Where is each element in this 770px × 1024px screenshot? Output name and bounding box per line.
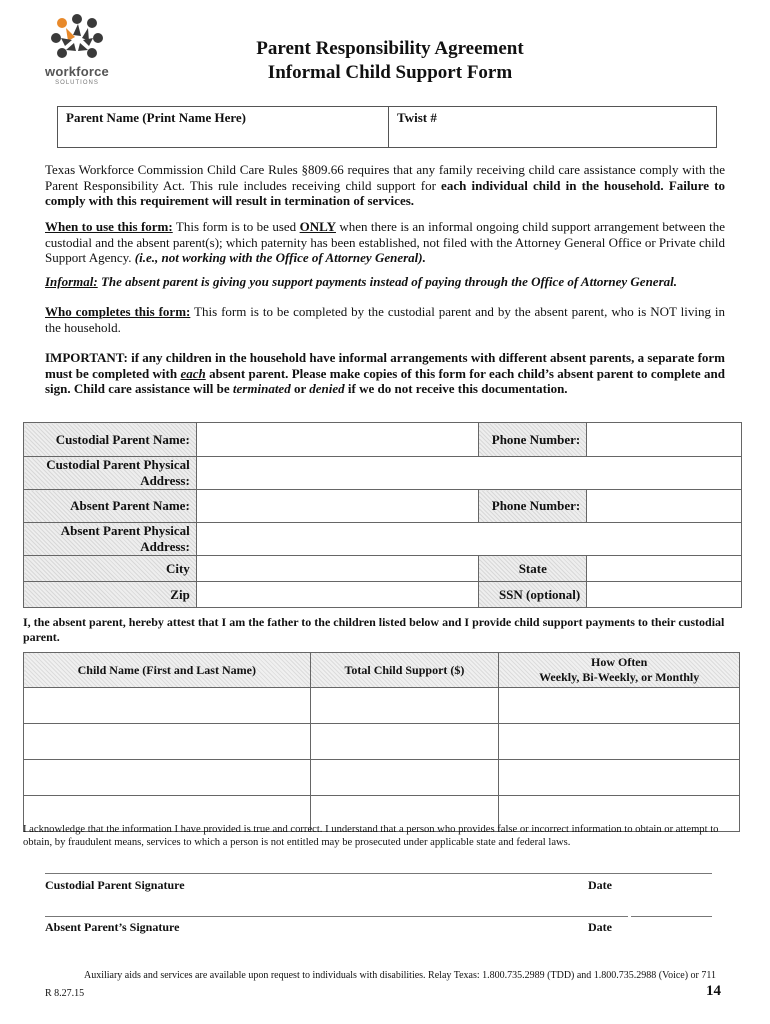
absent-address-label-line2: Address:	[140, 539, 190, 554]
who-completes-paragraph	[45, 304, 725, 335]
only-emphasis: ONLY	[299, 219, 336, 234]
frequency-cell[interactable]	[499, 760, 740, 796]
how-often-label: How Often	[590, 655, 648, 669]
absent-address-field[interactable]	[196, 523, 741, 556]
ssn-field[interactable]	[587, 582, 742, 608]
custodial-address-label-line2: Address:	[140, 473, 190, 488]
who-completes-label: Who completes this form:	[45, 304, 191, 319]
informal-paragraph	[45, 274, 725, 290]
absent-name-label: Absent Parent Name:	[24, 490, 197, 523]
child-name-cell[interactable]	[24, 688, 311, 724]
intro-bold-text: each individual child in the household. Failure to comply with this requirement will result in termination of services.	[45, 177, 725, 208]
important-text: IMPORTANT: if any children in the household have informal arrangements with different absent parents, a separate form must be completed with	[45, 350, 725, 381]
form-title: Parent Responsibility Agreement	[256, 38, 524, 59]
attestation-text: I, the absent parent, hereby attest that I am the father to the children listed below and I provide child support payments to their custodial parent.	[23, 615, 725, 644]
absent-address-label	[24, 523, 197, 556]
how-often-header	[499, 653, 740, 688]
parent-name-twist-box	[57, 106, 717, 148]
frequency-cell[interactable]	[499, 724, 740, 760]
who-completes-text: This form is to be completed by the custodial parent and by the absent parent, who is NOT living in the household.	[45, 304, 725, 335]
form-subtitle: Informal Child Support Form	[267, 62, 513, 83]
workforce-solutions-logo	[38, 14, 116, 86]
parent-name-field[interactable]	[58, 107, 389, 147]
when-to-use-paragraph	[45, 219, 725, 266]
absent-phone-field[interactable]	[587, 490, 742, 523]
each-emphasis: each	[180, 365, 206, 381]
logo-wordmark: workforce	[45, 64, 109, 79]
absent-date-line[interactable]	[631, 916, 712, 917]
frequency-options-label: Weekly, Bi-Weekly, or Monthly	[539, 670, 700, 684]
important-text-3: if we do not receive this documentation.	[344, 381, 568, 396]
phone-number-label-2: Phone Number:	[479, 490, 587, 523]
city-field[interactable]	[196, 556, 479, 582]
custodial-signature-line[interactable]	[45, 873, 712, 874]
twist-label: Twist #	[397, 110, 437, 125]
support-amount-cell[interactable]	[310, 760, 499, 796]
parent-name-label: Parent Name (Print Name Here)	[66, 110, 247, 125]
when-to-use-label: When to use this form:	[45, 219, 173, 234]
parent-information-table	[23, 422, 742, 608]
ssn-label: SSN (optional)	[479, 582, 587, 608]
child-name-header: Child Name (First and Last Name)	[24, 653, 311, 688]
important-paragraph	[45, 350, 725, 397]
support-amount-cell[interactable]	[310, 688, 499, 724]
city-label: City	[24, 556, 197, 582]
informal-label: Informal:	[45, 274, 98, 289]
children-table	[23, 652, 740, 832]
acknowledgement-text: I acknowledge that the information I have provided is true and correct. I understand that a person who provides false or incorrect information to obtain or attempt to obtain, by fraudulent means, services to which a person is not entitled may be prosecuted under applicable state and federal laws.	[23, 824, 719, 848]
accessibility-footer: Auxiliary aids and services are available upon request to individuals with disabilities. Relay Texas: 1.800.735.2989 (TDD) and 1.800.735.2988 (Voice) or 711	[83, 970, 717, 981]
custodial-name-field[interactable]	[196, 423, 479, 457]
custodial-name-label: Custodial Parent Name:	[24, 423, 197, 457]
frequency-cell[interactable]	[499, 688, 740, 724]
date-label-1: Date	[588, 878, 612, 892]
custodial-signature-label: Custodial Parent Signature	[45, 878, 185, 892]
custodial-address-label	[24, 457, 197, 490]
zip-field[interactable]	[196, 582, 479, 608]
support-amount-cell[interactable]	[310, 724, 499, 760]
absent-address-label-line1: Absent Parent Physical	[60, 523, 190, 538]
terminated-emphasis: terminated	[232, 381, 291, 396]
state-field[interactable]	[587, 556, 742, 582]
child-name-cell[interactable]	[24, 760, 311, 796]
table-row	[24, 724, 740, 760]
table-row	[24, 760, 740, 796]
revision-label: R 8.27.15	[45, 988, 85, 999]
absent-signature-line[interactable]	[45, 916, 628, 917]
custodial-address-label-line1: Custodial Parent Physical	[46, 457, 190, 472]
child-name-cell[interactable]	[24, 724, 311, 760]
table-row	[24, 688, 740, 724]
when-to-use-text: This form is to be used	[172, 219, 300, 234]
custodial-phone-field[interactable]	[587, 423, 742, 457]
people-circle-icon	[48, 14, 106, 62]
when-to-use-text-2: when there is an informal ongoing child support arrangement between the custodial and the absent parent(s); which paternity has been established, not filed with the Attorney General Office or Private child Support Agency.	[45, 219, 726, 265]
page-number: 14	[706, 983, 721, 999]
important-text-2: absent parent. Please make copies of this form for each child’s absent parent to complete and sign. Child care assistance will be	[45, 365, 725, 396]
phone-number-label-1: Phone Number:	[479, 423, 587, 457]
when-to-use-note: (i.e., not working with the Office of Attorney General).	[134, 250, 426, 265]
twist-number-field[interactable]	[389, 107, 716, 147]
custodial-address-field[interactable]	[196, 457, 741, 490]
intro-text: Texas Workforce Commission Child Care Rules §809.66 requires that any family receiving child care assistance comply with the Parent Responsibility Act. This rule includes receiving child support for	[45, 162, 725, 193]
zip-label: Zip	[24, 582, 197, 608]
logo-subtitle: SOLUTIONS	[55, 80, 99, 86]
total-support-header: Total Child Support ($)	[310, 653, 499, 688]
denied-emphasis: denied	[309, 381, 345, 396]
state-label: State	[479, 556, 587, 582]
absent-name-field[interactable]	[196, 490, 479, 523]
date-label-2: Date	[588, 920, 612, 934]
intro-paragraph	[45, 162, 725, 209]
or-text: or	[290, 381, 310, 396]
absent-signature-label: Absent Parent’s Signature	[45, 920, 180, 934]
informal-text: The absent parent is giving you support payments instead of paying through the Office of Attorney General.	[97, 274, 677, 289]
